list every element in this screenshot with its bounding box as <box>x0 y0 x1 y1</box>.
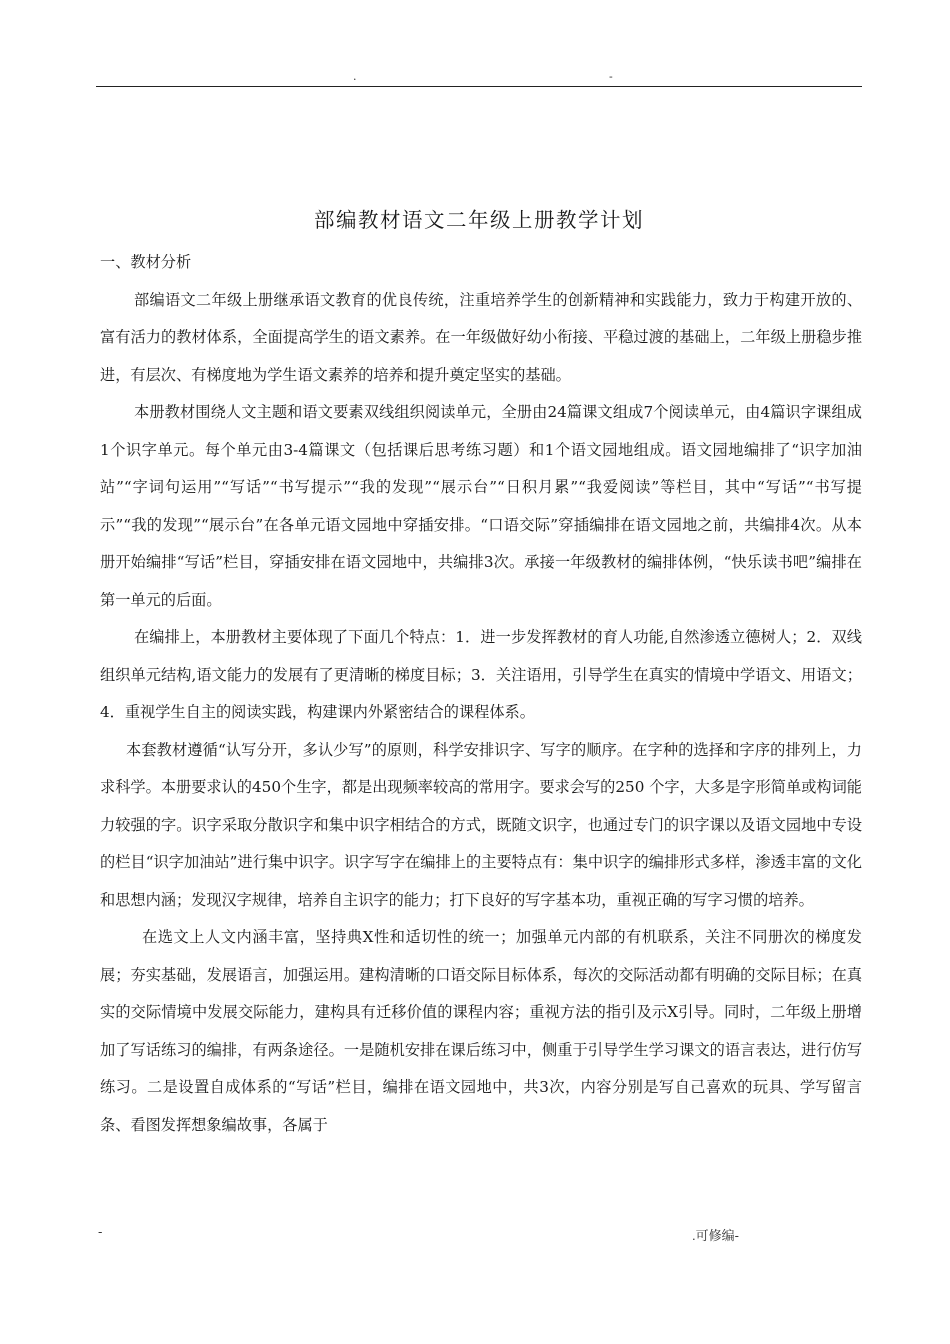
paragraph: 本套教材遵循“认写分开，多认少写”的原则，科学安排识字、写字的顺序。在字种的选择和字序的排列上，力求科学。本册要求认的450个生字，都是出现频率较高的常用字。要求会写的250 个字，大多是字形简单或构词能力较强的字。识字采取分散识字和集中识字相结合的方式，既随文识字，也通过专门的识字课以及语文园地中专设的栏目“识字加油站”进行集中识字。识字写字在编排上的主要特点有：集中识字的编排形式多样，渗透丰富的文化和思想内涵；发现汉字规律，培养自主识字的能力；打下良好的写字基本功，重视正确的写字习惯的培养。 <box>100 740 862 909</box>
paragraph: 在选文上人文内涵丰富，坚持典X性和适切性的统一；加强单元内部的有机联系，关注不同册次的梯度发展；夯实基础，发展语言，加强运用。建构清晰的口语交际目标体系，每次的交际活动都有明确的交际目标；在真实的交际情境中发展交际能力，建构具有迁移价值的课程内容；重视方法的指引及示X引导。同时，二年级上册增加了写话练习的编排，有两条途径。一是随机安排在课后练习中，侧重于引导学生学习课文的语言表达，进行仿写练习。二是设置自成体系的“写话”栏目，编排在语文园地中，共3次，内容分别是写自己喜欢的玩具、学写留言条、看图发挥想象编故事，各属于 <box>100 928 862 1134</box>
section-heading: 一、教材分析 <box>100 253 192 271</box>
paragraph: 部编语文二年级上册继承语文教育的优良传统，注重培养学生的创新精神和实践能力，致力于构建开放的、富有活力的教材体系，全面提高学生的语文素养。在一年级做好幼小衔接、平稳过渡的基础上，二年级上册稳步推进，有层次、有梯度地为学生语文素养的培养和提升奠定坚实的基础。 <box>100 290 862 384</box>
header-dot: . <box>353 70 357 83</box>
footer-editable-note: .可修编- <box>692 1228 739 1243</box>
footer-left-mark: - <box>98 1225 103 1240</box>
document-body <box>100 244 862 1144</box>
paragraph: 在编排上，本册教材主要体现了下面几个特点：1．进一步发挥教材的育人功能,自然渗透立德树人；2．双线组织单元结构,语文能力的发展有了更清晰的梯度目标；3．关注语用，引导学生在真实的情境中学语文、用语文；4．重视学生自主的阅读实践，构建课内外紧密结合的课程体系。 <box>100 628 862 721</box>
header-rule <box>96 86 862 87</box>
document-title: 部编教材语文二年级上册教学计划 <box>314 208 644 232</box>
header-dash: - <box>609 70 613 83</box>
page-header <box>96 70 862 84</box>
paragraph: 本册教材围绕人文主题和语文要素双线组织阅读单元，全册由24篇课文组成7个阅读单元，由4篇识字课组成1个识字单元。每个单元由3-4篇课文（包括课后思考练习题）和1个语文园地组成。语文园地编排了“识字加油站”“字词句运用”“写话”“书写提示”“我的发现”“展示台”“日积月累”“我爱阅读”等栏目，其中“写话”“书写提示”“我的发现”“展示台”在各单元语文园地中穿插安排。“口语交际”穿插编排在语文园地之前，共编排4次。从本册开始编排“写话”栏目，穿插安排在语文园地中，共编排3次。承接一年级教材的编排体例，“快乐读书吧”编排在第一单元的后面。 <box>100 403 862 609</box>
page-footer <box>96 1225 862 1245</box>
